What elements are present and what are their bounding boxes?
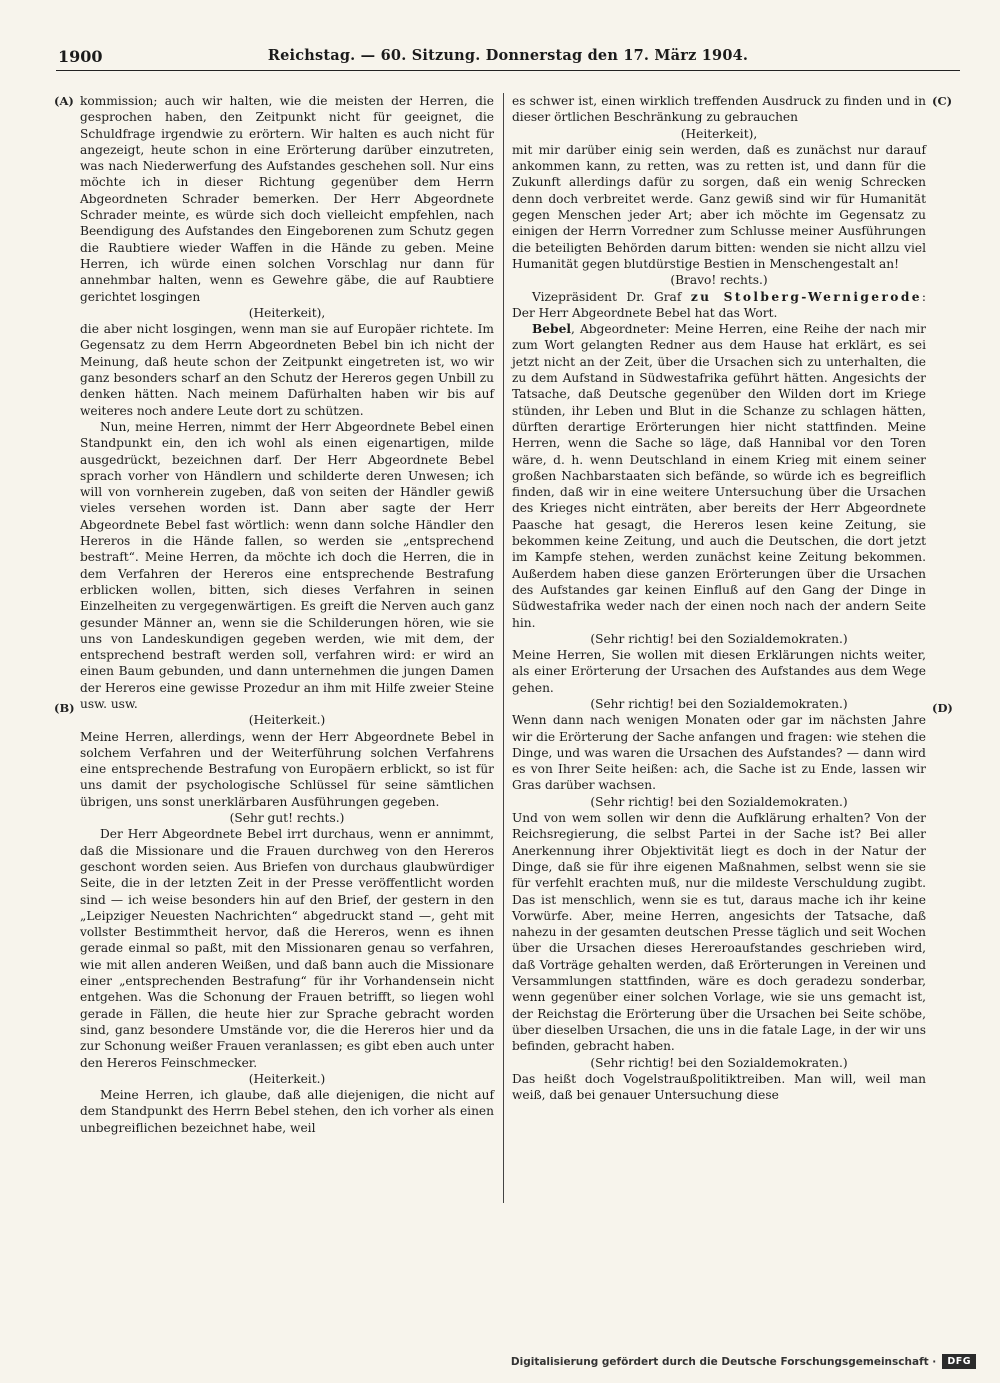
speaker-name: zu Stolberg-Wernigerode: [690, 289, 922, 304]
speaker-title: Vizepräsident Dr. Graf: [532, 289, 691, 304]
paragraph: Meine Herren, ich glaube, daß alle diejenigen, die nicht auf dem Standpunkt des Herrn Bebel stehen, den ich vorher als einen unbegreiflichen bezeichnet habe, weil: [80, 1088, 494, 1135]
interjection: (Bravo! rechts.): [670, 273, 768, 288]
speaker-text: , Abgeordneter: Meine Herren, eine Reihe der nach mir zum Wort gelangten Redner aus dem Hause hat erklärt, es sei jetzt nicht an der Zeit, über die Ursachen sich zu unterhalten, die zu dem Aufstand in Südwestafrika geführt hätten. Angesichts der Tatsache, daß Deutsche gegenüber den Wilden dort im Kriege stünden, ihr Leben und Blut in die Schanze zu schlagen hätten, dürften derartige Erörterungen hier nicht stattfinden. Meine Herren, wenn die Sache so läge, daß Hannibal vor den Toren wäre, d. h. wenn Deutschland in einem Krieg mit einem seiner großen Nachbarstaaten sich befände, so würde ich es begreiflich finden, daß wir in eine weitere Untersuchung über die Ursachen des Krieges nicht einträten, aber bereits der Herr Abgeordnete Paasche hat gesagt, die Hereros lesen keine Zeitung, sie bekommen keine Zeitung, und auch die Deutschen, die dort jetzt im Kampfe stehen, werden zunächst keine Zeitung bekommen. Außerdem haben diese ganzen Erörterungen über die Ursachen des Aufstandes gar keinen Einfluß auf den Gang der Dinge in Südwestafrika weder nach der einen noch nach der andern Seite hin.: [512, 322, 926, 630]
margin-marker-c: (C): [932, 94, 953, 108]
interjection: (Sehr richtig! bei den Sozialdemokraten.): [590, 631, 848, 646]
paragraph: kommission; auch wir halten, wie die meisten der Herren, die gesprochen haben, den Zeitpunkt nicht für geeignet, die Schuldfrage irgendwie zu erörtern. Wir halten es auch nicht für angezeigt, heute schon in eine Erörterung darüber einzutreten, was nach Niederwerfung des Aufstandes geschehen soll. Nur eins möchte ich in dieser Richtung gegenüber dem Herrn Abgeordneten Schrader bemerken. Der Herr Abgeordnete Schrader meinte, es würde sich doch vielleicht empfehlen, nach Beendigung des Aufstandes den Eingeborenen zum Schutz gegen die Raubtiere wieder Waffen in die Hände zu geben. Meine Herren, ich würde einen solchen Vorschlag nur dann für annehmbar halten, wenn es Gewehre gäbe, die auf Raubtiere gerichtet losgingen: [80, 94, 494, 304]
margin-marker-a: (A): [54, 94, 74, 108]
paragraph: Das heißt doch Vogelstraußpolitiktreiben. Man will, weil man weiß, daß bei genauer Untersuchung diese: [512, 1071, 926, 1103]
interjection: (Sehr gut! rechts.): [229, 811, 345, 826]
speaker-name: Bebel: [532, 322, 571, 337]
paragraph: es schwer ist, einen wirklich treffenden Ausdruck zu finden und in dieser örtlichen Beschränkung zu gebrauchen: [512, 94, 926, 125]
interjection: (Heiterkeit.): [248, 1071, 326, 1086]
speaker-paragraph: [512, 321, 926, 631]
footer-text: Digitalisierung gefördert durch die Deutsche Forschungsgemeinschaft ·: [510, 1355, 937, 1368]
paragraph: die aber nicht losgingen, wenn man sie auf Europäer richtete. Im Gegensatz zu dem Herrn Abgeordneten Bebel bin ich nicht der Meinung, daß heute schon der Zeitpunkt eingetreten ist, wo wir ganz besonders scharf an den Schutz der Hereros gegen Unbill zu denken hätten. Nach meinem Dafürhalten haben wir bis auf weiteres noch andere Leute dort zu schützen.: [80, 322, 494, 418]
interjection: (Heiterkeit),: [680, 126, 758, 141]
right-column: [512, 93, 926, 1103]
paragraph: Und von wem sollen wir denn die Aufklärung erhalten? Von der Reichsregierung, die selbst Partei in der Sache ist? Bei aller Anerkennung ihrer Objektivität liegt es doch in der Natur der Dinge, daß sie für ihre eigenen Maßnahmen, selbst wenn sie sie für verfehlt erachten muß, nur die mildeste Verschuldung zugibt. Das ist menschlich, wenn sie es tut, daraus mache ich ihr keine Vorwürfe. Aber, meine Herren, angesichts der Tatsache, daß nahezu in der gesamten deutschen Presse täglich und seit Wochen über die Ursachen dieses Hereroaufstandes geschrieben wird, daß Vorträge gehalten werden, daß Erörterungen in Vereinen und Versammlungen stattfinden, wäre es doch geradezu sonderbar, wenn gegenüber einer solchen Vorlage, wie sie uns gemacht ist, der Reichstag die Erörterung über die Ursachen bei Seite schöbe, über dieselben Ursachen, die uns in die fatale Lage, in der wir uns befinden, gebracht haben.: [512, 811, 926, 1054]
interjection: (Sehr richtig! bei den Sozialdemokraten.): [590, 696, 848, 711]
page-number: 1900: [58, 47, 103, 66]
column-divider: [503, 93, 504, 1203]
paragraph: mit mir darüber einig sein werden, daß es zunächst nur darauf ankommen kann, zu retten, was zu retten ist, und dann für die Zukunft allerdings dafür zu sorgen, daß ein wenig Schrecken denn doch verbreitet werde. Ganz gewiß sind wir für Humanität gegen Menschen jeder Art; aber ich möchte im Gegensatz zu einigen der Herrn Vorredner zum Schlusse meiner Ausführungen die beteiligten Behörden darum bitten: wenden sie nicht allzu viel Humanität gegen blutdürstige Bestien in Menschengestalt an!: [512, 142, 926, 271]
speaker-paragraph: [512, 289, 926, 322]
speaker-text: : Der Herr Abgeordnete Bebel hat das Wort.: [512, 289, 926, 320]
interjection: (Sehr richtig! bei den Sozialdemokraten.): [590, 794, 848, 809]
interjection: (Sehr richtig! bei den Sozialdemokraten.): [590, 1055, 848, 1070]
left-column: [80, 93, 494, 1136]
paragraph: Der Herr Abgeordnete Bebel irrt durchaus, wenn er annimmt, daß die Missionare und die Frauen durchweg von den Hereros geschont worden seien. Aus Briefen von durchaus glaubwürdiger Seite, die in der letzten Zeit in der Presse veröffentlicht worden sind — ich weise besonders hin auf den Brief, der gestern in den „Leipziger Neuesten Nachrichten“ abgedruckt stand —, geht mit vollster Bestimmtheit hervor, daß die Hereros, wenn es ihnen gerade einmal so paßt, mit den Missionaren genau so verfahren, wie mit allen anderen Weißen, und daß bann auch die Missionare einer „entsprechenden Bestrafung“ für ihr Vorhandensein nicht entgehen. Was die Schonung der Frauen betrifft, so liegen wohl gerade in Fällen, die heute hier zur Sprache gebracht worden sind, ganz besondere Umstände vor, die die Hereros hier und da zur Schonung weißer Frauen veranlassen; es gibt eben auch unter den Hereros Feinschmecker.: [80, 827, 494, 1070]
paragraph: Nun, meine Herren, nimmt der Herr Abgeordnete Bebel einen Standpunkt ein, den ich wohl als einen eigenartigen, milde ausgedrückt, bezeichnen darf. Der Herr Abgeordnete Bebel sprach vorher von Händlern und schilderte deren Unwesen; ich will von vornherein zugeben, daß von seiten der Händler gewiß vieles versehen worden ist. Dann aber sagte der Herr Abgeordnete Bebel fast wörtlich: wenn dann solche Händler den Hereros in die Hände fallen, so werden sie „entsprechend bestraft“. Meine Herren, da möchte ich doch die Herren, die in dem Verfahren der Hereros eine entsprechende Bestrafung erblicken wollen, bitten, sich dieses Verfahren in seinen Einzelheiten zu vergegenwärtigen. Es greift die Nerven auch ganz gesunder Männer an, wenn sie die Schilderungen hören, wie sie uns von Landeskundigen gegeben werden, wie mit dem, der entsprechend bestraft werden soll, verfahren wird: er wird an einen Baum gebunden, und dann unternehmen die jungen Damen der Hereros eine gewisse Prozedur an ihm mit Hilfe zweier Steine usw. usw.: [80, 419, 494, 711]
digitization-footer: [511, 1354, 976, 1369]
paragraph: Meine Herren, allerdings, wenn der Herr Abgeordnete Bebel in solchem Verfahren und der Weiterführung solchen Verfahrens eine entsprechende Bestrafung von Europäern erblickt, so ist für uns damit der psychologische Schlüssel für seine sämtlichen übrigen, uns sonst unerklärbaren Ausführungen gegeben.: [80, 729, 494, 809]
interjection: (Heiterkeit),: [248, 305, 326, 320]
page-header: [56, 40, 960, 71]
paragraph: Wenn dann nach wenigen Monaten oder gar im nächsten Jahre wir die Erörterung der Sache anfangen und fragen: wie stehen die Dinge, und was waren die Ursachen des Aufstandes? — dann wird es von Ihrer Seite heißen: ach, die Sache ist zu Ende, lassen wir Gras darüber wachsen.: [512, 713, 926, 793]
margin-marker-b: (B): [54, 701, 75, 715]
paragraph: Meine Herren, Sie wollen mit diesen Erklärungen nichts weiter, als einer Erörterung der Ursachen des Aufstandes aus dem Wege gehen.: [512, 648, 926, 695]
interjection: (Heiterkeit.): [248, 713, 326, 728]
dfg-logo: DFG: [942, 1354, 976, 1369]
margin-marker-d: (D): [932, 701, 953, 715]
running-title: Reichstag. — 60. Sitzung. Donnerstag den 17. März 1904.: [267, 47, 749, 64]
